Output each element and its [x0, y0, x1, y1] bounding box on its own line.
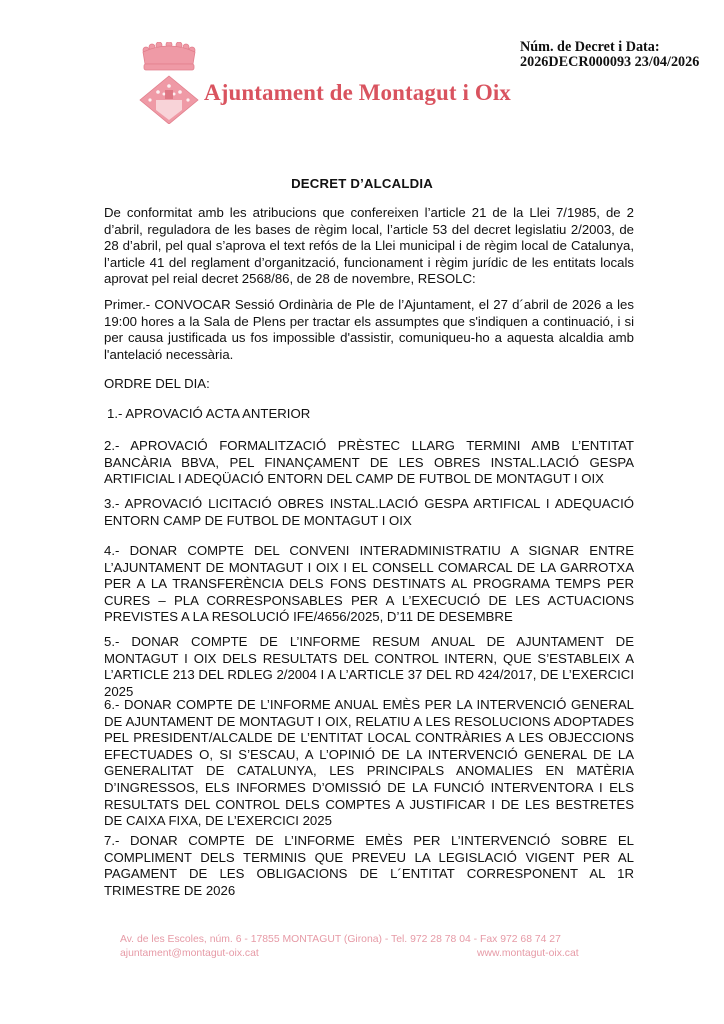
- agenda-item: 6.- DONAR COMPTE DE L’INFORME ANUAL EMÈS PER LA INTERVENCIÓ GENERAL DE AJUNTAMENT DE MONTAGUT I OIX, RELATIU A LES RESOLUCIONS ADOPTADES PEL PRESIDENT/ALCALDE DE L’ENTITAT LOCAL CONTRÀRIES A LES OBJECCIONS EFECTUADES O, SI S’ESCAU, A L’OPINIÓ DE LA INTERVENCIÓ GENERAL DE LA GENERALITAT DE CATALUNYA, LES PRINCIPALS ANOMALIES EN MATÈRIA D’INGRESSOS, ELS INFORMES D’OMISSIÓ DE LA FUNCIÓ INTERVENTORA I ELS RESULTATS DEL CONTROL DELS COMPTES A JUSTIFICAR I DE LES BESTRETES DE CAIXA FIXA, DE L’EXERCICI 2025: [104, 697, 634, 829]
- footer-website: www.montagut-oix.cat: [477, 948, 579, 959]
- agenda-item: 7.- DONAR COMPTE DE L’INFORME EMÈS PER L’INTERVENCIÓ SOBRE EL COMPLIMENT DELS TERMINIS QUE PREVEU LA LEGISLACIÓ VIGENT PER AL PAGAMENT DE LES OBLIGACIONS DE L´ENTITAT CORRESPONENT AL 1R TRIMESTRE DE 2026: [104, 833, 634, 898]
- agenda-heading: ORDRE DEL DIA:: [104, 376, 210, 391]
- document-title: DECRET D’ALCALDIA: [291, 176, 433, 191]
- footer-address: Av. de les Escoles, núm. 6 - 17855 MONTAGUT (Girona) - Tel. 972 28 78 04 - Fax 972 68 74 27: [120, 934, 561, 945]
- agenda-item: 2.- APROVACIÓ FORMALITZACIÓ PRÈSTEC LLARG TERMINI AMB L’ENTITAT BANCÀRIA BBVA, PEL FINANÇAMENT DE LES OBRES INSTAL.LACIÓ GESPA ARTIFICIAL I ADEQÜACIÓ ENTORN DEL CAMP DE FUTBOL DE MONTAGUT I OIX: [104, 438, 634, 487]
- decree-reference: [520, 40, 699, 70]
- agenda-item: 5.- DONAR COMPTE DE L’INFORME RESUM ANUAL DE AJUNTAMENT DE MONTAGUT I OIX DELS RESULTATS DEL CONTROL INTERN, QUE S’ESTABLEIX A L’ARTICLE 213 DEL RDLEG 2/2004 I A L’ARTICLE 37 DEL RD 424/2017, DE L’EXERCICI 2025: [104, 634, 634, 699]
- agenda-item: 4.- DONAR COMPTE DEL CONVENI INTERADMINISTRATIU A SIGNAR ENTRE L’AJUNTAMENT DE MONTAGUT I OIX I EL CONSELL COMARCAL DE LA GARROTXA PER A LA TRANSFERÈNCIA DELS FONS DESTINATS AL PROGRAMA TEMPS PER CURES – PLA CORRESPONSABLES PER A L’EXECUCIÓ DE LES ACTUACIONS PREVISTES A LA RESOLUCIÓ IFE/4656/2025, D’11 DE DESEMBRE: [104, 543, 634, 625]
- coat-of-arms-icon: [138, 42, 200, 124]
- decree-ref-value: 2026DECR000093 23/04/2026: [520, 54, 700, 70]
- legal-basis-paragraph: De conformitat amb les atribucions que confereixen l’article 21 de la Llei 7/1985, de 2 d’abril, reguladora de les bases de règim local, l’article 53 del decret legislatiu 2/2003, de 28 d’abril, pel qual s’aprova el text refós de la Llei municipal i de règim local de Catalunya, l’article 41 del reglament d’organització, funcionament i règim jurídic de les entitats locals aprovat pel reial decret 2568/86, de 28 de novembre, RESOLC:: [104, 205, 634, 287]
- convocation-paragraph: Primer.- CONVOCAR Sessió Ordinària de Ple de l’Ajuntament, el 27 d´abril de 2026 a les 19:00 hores a la Sala de Plens per tractar els assumptes que s'indiquen a continuació, i si per causa justificada us fos impossible d'assistir, comuniqueu-ho a aquesta alcaldia amb l'antelació necessària.: [104, 297, 634, 362]
- agenda-item: 3.- APROVACIÓ LICITACIÓ OBRES INSTAL.LACIÓ GESPA ARTIFICAL I ADEQUACIÓ ENTORN CAMP DE FUTBOL DE MONTAGUT I OIX: [104, 496, 634, 528]
- agenda-item: 1.- APROVACIÓ ACTA ANTERIOR: [107, 406, 311, 421]
- decree-ref-label: Núm. de Decret i Data:: [520, 39, 660, 55]
- footer-email: ajuntament@montagut-oix.cat: [120, 948, 259, 959]
- organization-name: Ajuntament de Montagut i Oix: [204, 80, 511, 105]
